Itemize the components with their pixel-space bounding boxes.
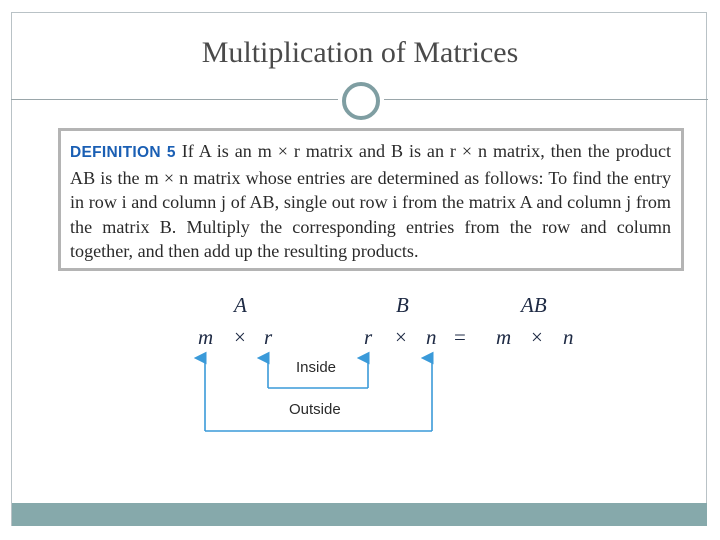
definition-text: If A is an m × r matrix and B is an r × n matrix, then the product AB is the m × n matrix whose entries are determined as follows: To find the entry in row i and column j of AB, single out row i from the matrix A and column j from the matrix B. Multiply the corresponding entries from the row and column together, and then add up the resulting products.	[70, 141, 672, 261]
product-rows: m	[496, 325, 512, 349]
product-cols: n	[563, 325, 574, 349]
matrix-b-cols: n	[426, 325, 437, 349]
matrix-b-times: ×	[395, 325, 407, 349]
matrix-a-cols: r	[264, 325, 273, 349]
slide-title: Multiplication of Matrices	[201, 36, 519, 69]
definition-label: DEFINITION 5	[70, 144, 176, 161]
inside-label: Inside	[296, 359, 337, 376]
matrix-b-rows: r	[364, 325, 373, 349]
footer-bar	[12, 503, 707, 526]
outside-label: Outside	[289, 401, 341, 418]
matrix-b-label: B	[396, 293, 409, 317]
product-label: AB	[521, 293, 547, 317]
matrix-a-label: A	[234, 293, 247, 317]
matrix-a-times: ×	[234, 325, 246, 349]
equals-sign: =	[454, 325, 466, 349]
product-times: ×	[531, 325, 543, 349]
matrix-a-rows: m	[198, 325, 214, 349]
